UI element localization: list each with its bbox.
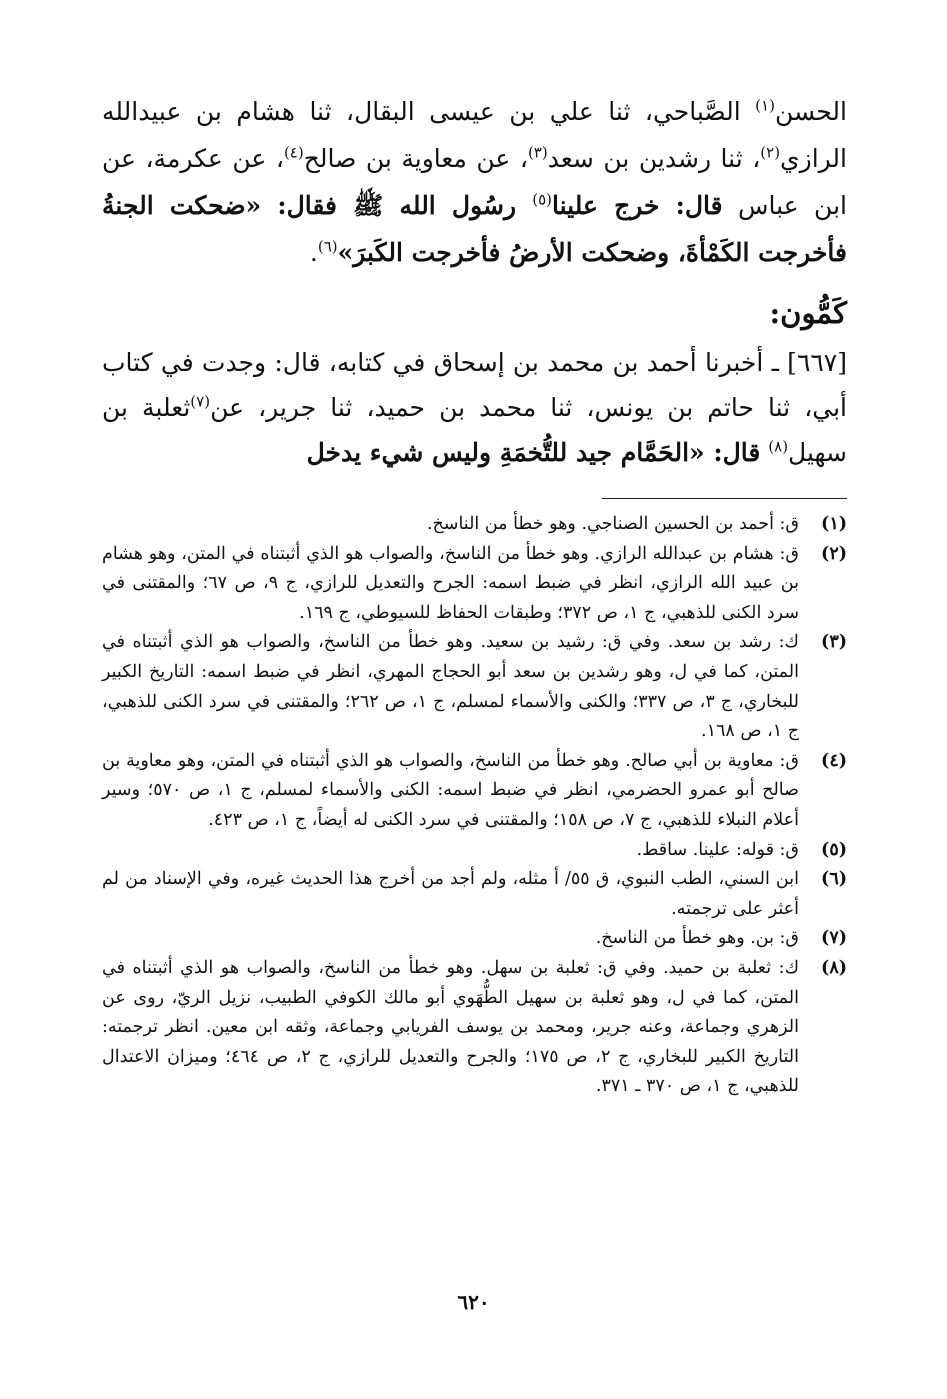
paragraph-2 — [102, 340, 847, 475]
footnote — [102, 924, 847, 954]
footnote-ref[interactable]: (٣) — [527, 143, 548, 162]
text-span: ، عن عكرمة، عن ابن عباس — [102, 144, 847, 220]
text-span: . — [309, 238, 318, 267]
footnote-number: (٧) — [821, 928, 847, 949]
footnote-number: (٤) — [821, 750, 847, 771]
footnote-text: ك: رشد بن سعد. وفي ق: رشيد بن سعيد. وهو خطأ من الناسخ، والصواب هو الذي أثبتناه في المتن، كما في ل، وهو رشدين بن سعد أبو الحجاج المهري، انظر في ضبط اسمه: التاريخ الكبير للبخاري، ج ٣، ص ٣٣٧؛ والكنى والأسماء لمسلم، ج ١، ص ٢٦٢؛ والمقتنى في سرد الكنى للذهبي، ج ١، ص ١٦٨. — [102, 632, 799, 742]
main-text-block — [102, 88, 847, 276]
footnote-ref[interactable]: (١) — [755, 96, 775, 115]
text-span: [٦٦٧] ـ أخبرنا أحمد بن محمد بن إسحاق في كتابه، قال: وجدت في كتاب أبي، ثنا حاتم بن يونس، ثنا محمد بن حميد، ثنا جرير، عن — [102, 348, 848, 422]
section-heading: كَمُّون: — [769, 296, 847, 330]
footnote-number: (٥) — [821, 839, 847, 860]
footnote-text: ق: أحمد بن الحسين الصناجي. وهو خطأ من الناسخ. — [426, 514, 799, 534]
footnote — [102, 836, 847, 866]
hadith-text: رسُول الله ﷺ فقال: «ضحكت الجنةُ فأخرجت الكَمْأةَ، وضحكت الأرضُ فأخرجت الكَبرَ» — [102, 191, 847, 267]
footnote-text: ق: هشام بن عبدالله الرازي. وهو خطأ من الناسخ، والصواب هو الذي أثبتناه في المتن، وهو هشام بن عبيد الله الرازي، انظر في ضبط اسمه: الجرح والتعديل للرازي، ج ٩، ص ٦٧؛ والمقتنى في سرد الكنى للذهبي، ج ١، ص ٣٧٢؛ وطبقات الحفاظ للسيوطي، ج ١٦٩. — [102, 543, 800, 623]
footnotes-block — [102, 510, 847, 1102]
paragraph-1 — [102, 88, 847, 276]
footnote — [102, 628, 847, 746]
footnote-ref[interactable]: (٢) — [760, 143, 781, 162]
footnote-number: (٣) — [821, 632, 847, 653]
footnote-ref[interactable]: (٧) — [190, 392, 211, 411]
main-text-block-2 — [102, 340, 847, 475]
footnote-number: (٨) — [821, 957, 847, 978]
footnote — [102, 510, 847, 540]
footnote-ref[interactable]: (٥) — [532, 190, 552, 209]
footnote-ref[interactable]: (٨) — [768, 437, 789, 456]
text-span: ، ثنا رشدين بن سعد — [547, 144, 761, 173]
text-span: الصَّباحي، ثنا علي بن عيسى البقال، ثنا هشام بن عبيدالله الرازي — [102, 97, 847, 173]
footnote — [102, 865, 847, 924]
footnote-ref[interactable]: (٤) — [283, 143, 304, 162]
footnote-text: ق: قوله: علينا. ساقط. — [636, 839, 799, 860]
footnote-text: ق: معاوية بن أبي صالح. وهو خطأ من الناسخ، والصواب هو الذي أثبتناه في المتن، وهو معاوية بن صالح أبو عمرو الحضرمي، انظر في ضبط اسمه: الكنى والأسماء لمسلم، ج ١، ص ٥٧٠؛ وسير أعلام النبلاء للذهبي، ج ٧، ص ١٥٨؛ والمقتنى في سرد الكنى له أيضاً، ج ١، ص ٤٢٣. — [102, 750, 799, 830]
text-span: الحسن — [774, 97, 847, 126]
hadith-text: قال: خرج علينا — [552, 191, 723, 220]
footnote-text: ابن السني، الطب النبوي، ق ٥٥/ أ مثله، ولم أجد من أخرج هذا الحديث غيره، وفي الإسناد من لم أعثر على ترجمته. — [102, 869, 799, 919]
footnote-number: (٦) — [821, 869, 847, 890]
text-span: ، عن معاوية بن صالح — [303, 144, 528, 173]
footnote — [102, 747, 847, 836]
footnote-text: ك: ثعلبة بن حميد. وفي ق: ثعلبة بن سهل. وهو خطأ من الناسخ، والصواب هو الذي أثبتناه في المتن، كما في ل، وهو ثعلبة بن سهيل الطُّهَوي أبو مالك الكوفي الطبيب، نزيل الريّ، روى عن الزهري وجماعة، وعنه جرير، ومحمد بن يوسف الفريابي وجماعة، وثقه ابن معين. انظر ترجمته: التاريخ الكبير للبخاري، ج ٢، ص ١٧٥؛ والجرح والتعديل للرازي، ج ٢، ص ٤٦٤؛ وميزان الاعتدال للذهبي، ج ١، ص ٣٧٠ ـ ٣٧١. — [102, 957, 799, 1097]
footnote-ref[interactable]: (٦) — [317, 237, 338, 256]
footnote-number: (٢) — [821, 543, 847, 564]
footnote — [102, 540, 847, 629]
page-number: ٦٢٠ — [457, 1290, 490, 1314]
footnote-separator — [602, 498, 847, 499]
text-span: ثعلبة بن سهيل — [102, 393, 847, 467]
footnote — [102, 954, 847, 1102]
footnote-text: ق: بن. وهو خطأ من الناسخ. — [595, 928, 799, 949]
hadith-text: قال: «الحَمَّام جيد للتُّخمَةِ وليس شيء يدخل — [306, 438, 761, 467]
footnote-number: (١) — [821, 514, 847, 534]
